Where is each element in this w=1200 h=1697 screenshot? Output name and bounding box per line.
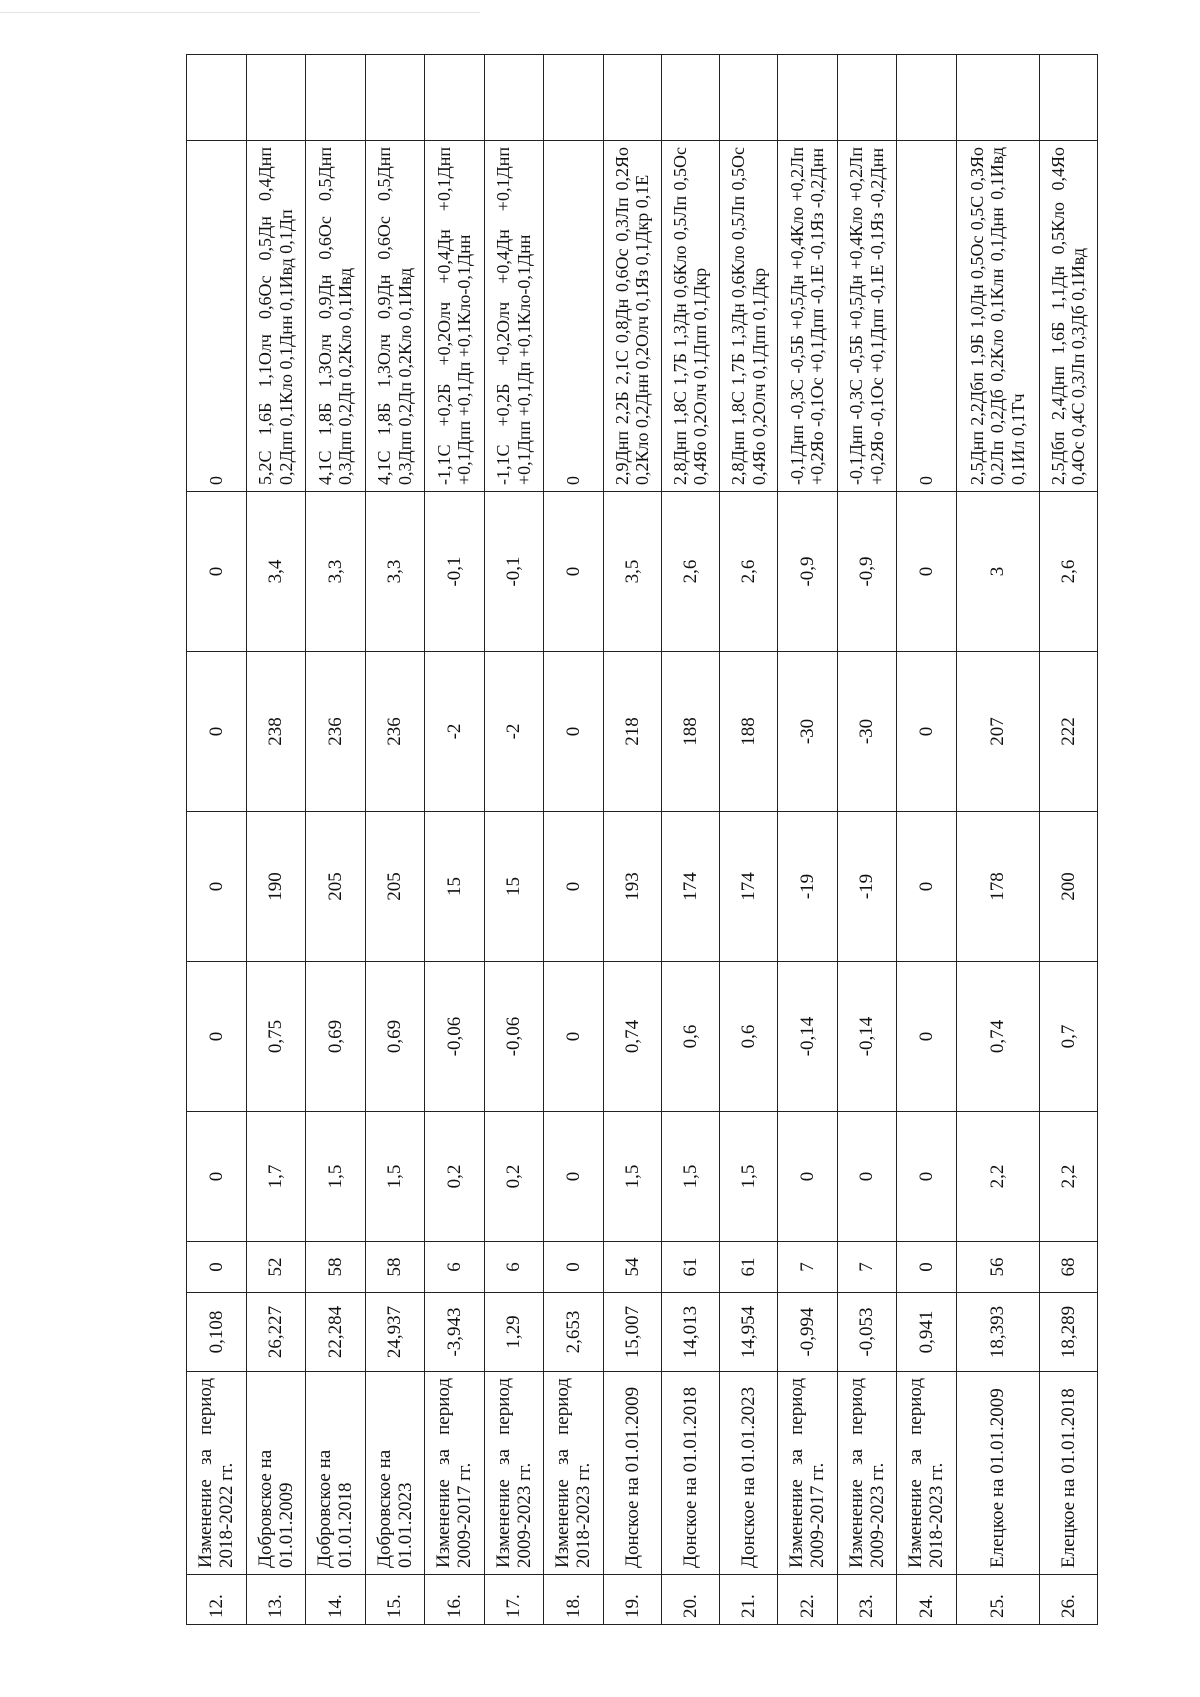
cell-c4: 0,69 — [306, 962, 366, 1112]
cell-c7: 3,3 — [306, 492, 366, 652]
cell-name: Изменение за период 2018-2023 гг. — [544, 1372, 604, 1575]
cell-c1: 0,108 — [187, 1293, 247, 1372]
cell-c5: 15 — [425, 812, 485, 962]
cell-name: Донское на 01.01.2018 — [661, 1372, 719, 1575]
cell-empty-extra — [365, 55, 425, 141]
cell-no: 23. — [837, 1575, 897, 1625]
cell-no: 22. — [778, 1575, 838, 1625]
cell-c3: 1,5 — [603, 1112, 661, 1242]
cell-c6: 236 — [365, 652, 425, 812]
cell-c5: 200 — [1039, 812, 1097, 962]
cell-no: 12. — [187, 1575, 247, 1625]
cell-c5: 205 — [365, 812, 425, 962]
cell-empty-extra — [306, 55, 366, 141]
cell-c3: 0 — [897, 1112, 957, 1242]
cell-c6: -2 — [484, 652, 544, 812]
cell-c5: 0 — [187, 812, 247, 962]
cell-name: Изменение за период 2009-2023 гг. — [837, 1372, 897, 1575]
cell-comp: 2,5Днп 2,2Дбп 1,9Б 1,0Дн 0,5Ос 0,5С 0,3Яо 0,2Лп 0,2Дб 0,2Кло 0,1Клн 0,1Днн 0,1Ивд 0,1Ил 0,1Тч — [956, 141, 1039, 492]
cell-c4: 0,75 — [246, 962, 306, 1112]
cell-c4: 0 — [544, 962, 604, 1112]
forest-inventory-table — [186, 54, 1098, 1625]
cell-c4: 0,6 — [661, 962, 719, 1112]
cell-comp: 2,9Днп 2,2Б 2,1С 0,8Дн 0,6Ос 0,3Лп 0,2Яо 0,2Кло 0,2Днн 0,2Олч 0,1Яз 0,1Дкр 0,1Е — [603, 141, 661, 492]
cell-comp: 0 — [544, 141, 604, 492]
cell-name: Изменение за период 2018-2022 гг. — [187, 1372, 247, 1575]
cell-c2: 6 — [425, 1242, 485, 1293]
table-row — [956, 55, 1039, 1625]
cell-c1: 24,937 — [365, 1293, 425, 1372]
cell-c1: -3,943 — [425, 1293, 485, 1372]
cell-name: Добровское на 01.01.2018 — [306, 1372, 366, 1575]
cell-c7: -0,1 — [425, 492, 485, 652]
cell-no: 21. — [720, 1575, 778, 1625]
table-row — [425, 55, 485, 1625]
cell-c5: 205 — [306, 812, 366, 962]
cell-c2: 58 — [306, 1242, 366, 1293]
cell-comp: 0 — [187, 141, 247, 492]
cell-c5: -19 — [837, 812, 897, 962]
cell-c5: -19 — [778, 812, 838, 962]
table-row — [1039, 55, 1097, 1625]
cell-c5: 193 — [603, 812, 661, 962]
table-row — [837, 55, 897, 1625]
table-row — [897, 55, 957, 1625]
table-body — [187, 55, 1098, 1625]
cell-c1: 18,289 — [1039, 1293, 1097, 1372]
cell-c1: 26,227 — [246, 1293, 306, 1372]
cell-c2: 0 — [544, 1242, 604, 1293]
cell-c2: 61 — [661, 1242, 719, 1293]
cell-empty-extra — [544, 55, 604, 141]
table-row — [306, 55, 366, 1625]
cell-empty-extra — [484, 55, 544, 141]
cell-comp: 0 — [897, 141, 957, 492]
cell-empty-extra — [246, 55, 306, 141]
table-row — [544, 55, 604, 1625]
cell-name: Донское на 01.01.2009 — [603, 1372, 661, 1575]
cell-c7: 3,5 — [603, 492, 661, 652]
cell-c4: 0,7 — [1039, 962, 1097, 1112]
cell-c1: 14,954 — [720, 1293, 778, 1372]
table-row — [187, 55, 247, 1625]
table-row — [484, 55, 544, 1625]
cell-c2: 6 — [484, 1242, 544, 1293]
table-row — [778, 55, 838, 1625]
cell-c2: 7 — [837, 1242, 897, 1293]
cell-no: 14. — [306, 1575, 366, 1625]
cell-no: 17. — [484, 1575, 544, 1625]
cell-no: 13. — [246, 1575, 306, 1625]
cell-c5: 0 — [897, 812, 957, 962]
cell-comp: 4,1С 1,8Б 1,3Олч 0,9Дн 0,6Ос 0,5Днп 0,3Дпп 0,2Дп 0,2Кло 0,1Ивд — [365, 141, 425, 492]
cell-comp: 2,5Дбп 2,4Днп 1,6Б 1,1Дн 0,5Кло 0,4Яо 0,4Ос 0,4С 0,3Лп 0,3Дб 0,1Ивд — [1039, 141, 1097, 492]
cell-no: 20. — [661, 1575, 719, 1625]
cell-c6: 0 — [897, 652, 957, 812]
cell-c3: 0 — [187, 1112, 247, 1242]
cell-c7: -0,1 — [484, 492, 544, 652]
cell-c2: 54 — [603, 1242, 661, 1293]
cell-name: Изменение за период 2009-2023 гг. — [484, 1372, 544, 1575]
cell-comp: 2,8Днп 1,8С 1,7Б 1,3Дн 0,6Кло 0,5Лп 0,5Ос 0,4Яо 0,2Олч 0,1Дпп 0,1Дкр — [661, 141, 719, 492]
cell-c7: 3 — [956, 492, 1039, 652]
cell-c1: 14,013 — [661, 1293, 719, 1372]
cell-c3: 1,5 — [306, 1112, 366, 1242]
cell-c1: 1,29 — [484, 1293, 544, 1372]
cell-c5: 0 — [544, 812, 604, 962]
cell-comp: 4,1С 1,8Б 1,3Олч 0,9Дн 0,6Ос 0,5Днп 0,3Дпп 0,2Дп 0,2Кло 0,1Ивд — [306, 141, 366, 492]
cell-c3: 1,5 — [661, 1112, 719, 1242]
cell-c3: 1,5 — [720, 1112, 778, 1242]
table-row — [720, 55, 778, 1625]
cell-c4: 0 — [897, 962, 957, 1112]
cell-empty-extra — [187, 55, 247, 141]
cell-c5: 190 — [246, 812, 306, 962]
cell-c5: 174 — [720, 812, 778, 962]
cell-c2: 0 — [187, 1242, 247, 1293]
cell-name: Изменение за период 2009-2017 гг. — [778, 1372, 838, 1575]
cell-empty-extra — [956, 55, 1039, 141]
cell-name: Донское на 01.01.2023 — [720, 1372, 778, 1575]
cell-c6: 218 — [603, 652, 661, 812]
cell-c7: -0,9 — [778, 492, 838, 652]
cell-c1: -0,053 — [837, 1293, 897, 1372]
cell-c6: -30 — [837, 652, 897, 812]
cell-name: Изменение за период 2018-2023 гг. — [897, 1372, 957, 1575]
cell-c3: 0,2 — [484, 1112, 544, 1242]
cell-c1: 0,941 — [897, 1293, 957, 1372]
cell-name: Елецкое на 01.01.2018 — [1039, 1372, 1097, 1575]
cell-c1: 22,284 — [306, 1293, 366, 1372]
cell-name: Изменение за период 2009-2017 гг. — [425, 1372, 485, 1575]
cell-c7: 2,6 — [1039, 492, 1097, 652]
cell-c6: 188 — [720, 652, 778, 812]
cell-empty-extra — [837, 55, 897, 141]
cell-comp: 2,8Днп 1,8С 1,7Б 1,3Дн 0,6Кло 0,5Лп 0,5Ос 0,4Яо 0,2Олч 0,1Дпп 0,1Дкр — [720, 141, 778, 492]
cell-no: 15. — [365, 1575, 425, 1625]
cell-c4: 0,6 — [720, 962, 778, 1112]
cell-c3: 0 — [778, 1112, 838, 1242]
cell-c3: 0,2 — [425, 1112, 485, 1242]
table-row — [365, 55, 425, 1625]
cell-c7: 0 — [544, 492, 604, 652]
cell-name: Добровское на 01.01.2023 — [365, 1372, 425, 1575]
cell-c4: 0 — [187, 962, 247, 1112]
cell-c6: 0 — [187, 652, 247, 812]
cell-c6: 222 — [1039, 652, 1097, 812]
cell-no: 19. — [603, 1575, 661, 1625]
cell-c1: 15,007 — [603, 1293, 661, 1372]
cell-c7: 2,6 — [661, 492, 719, 652]
cell-c2: 0 — [897, 1242, 957, 1293]
cell-c1: 2,653 — [544, 1293, 604, 1372]
cell-c2: 52 — [246, 1242, 306, 1293]
cell-c4: -0,06 — [425, 962, 485, 1112]
cell-c6: -2 — [425, 652, 485, 812]
cell-no: 24. — [897, 1575, 957, 1625]
cell-no: 26. — [1039, 1575, 1097, 1625]
cell-c6: 207 — [956, 652, 1039, 812]
cell-c3: 1,7 — [246, 1112, 306, 1242]
cell-c2: 58 — [365, 1242, 425, 1293]
cell-c1: -0,994 — [778, 1293, 838, 1372]
cell-c6: 238 — [246, 652, 306, 812]
rotated-table-container — [186, 55, 1098, 1625]
cell-empty-extra — [603, 55, 661, 141]
cell-c4: 0,69 — [365, 962, 425, 1112]
cell-c3: 2,2 — [1039, 1112, 1097, 1242]
cell-c4: -0,14 — [778, 962, 838, 1112]
cell-comp: 5,2С 1,6Б 1,1Олч 0,6Ос 0,5Дн 0,4Днп 0,2Дпп 0,1Кло 0,1Днн 0,1Ивд 0,1Дп — [246, 141, 306, 492]
cell-empty-extra — [897, 55, 957, 141]
cell-no: 25. — [956, 1575, 1039, 1625]
table-row — [603, 55, 661, 1625]
cell-empty-extra — [1039, 55, 1097, 141]
cell-no: 16. — [425, 1575, 485, 1625]
cell-no: 18. — [544, 1575, 604, 1625]
cell-c4: 0,74 — [603, 962, 661, 1112]
cell-c7: 0 — [187, 492, 247, 652]
cell-empty-extra — [720, 55, 778, 141]
table-row — [661, 55, 719, 1625]
cell-c4: 0,74 — [956, 962, 1039, 1112]
cell-empty-extra — [425, 55, 485, 141]
cell-comp: -1,1С +0,2Б +0,2Олч +0,4Дн +0,1Днп +0,1Дпп +0,1Дп +0,1Кло-0,1Днн — [484, 141, 544, 492]
cell-comp: -0,1Днп -0,3С -0,5Б +0,5Дн +0,4Кло +0,2Лп +0,2Яо -0,1Ос +0,1Дпп -0,1Е -0,1Яз -0,2Днн — [837, 141, 897, 492]
cell-comp: -1,1С +0,2Б +0,2Олч +0,4Дн +0,1Днп +0,1Дпп +0,1Дп +0,1Кло-0,1Днн — [425, 141, 485, 492]
cell-c7: 2,6 — [720, 492, 778, 652]
cell-empty-extra — [661, 55, 719, 141]
cell-c2: 61 — [720, 1242, 778, 1293]
cell-c3: 0 — [837, 1112, 897, 1242]
cell-c3: 1,5 — [365, 1112, 425, 1242]
cell-c7: 0 — [897, 492, 957, 652]
cell-c5: 174 — [661, 812, 719, 962]
cell-name: Елецкое на 01.01.2009 — [956, 1372, 1039, 1575]
cell-c7: -0,9 — [837, 492, 897, 652]
cell-c3: 2,2 — [956, 1112, 1039, 1242]
cell-c5: 15 — [484, 812, 544, 962]
scan-edge-line — [0, 12, 480, 13]
cell-c6: 236 — [306, 652, 366, 812]
cell-c4: -0,06 — [484, 962, 544, 1112]
cell-c2: 68 — [1039, 1242, 1097, 1293]
cell-c6: -30 — [778, 652, 838, 812]
cell-c7: 3,4 — [246, 492, 306, 652]
cell-c3: 0 — [544, 1112, 604, 1242]
cell-c2: 7 — [778, 1242, 838, 1293]
cell-c1: 18,393 — [956, 1293, 1039, 1372]
cell-c6: 0 — [544, 652, 604, 812]
cell-c2: 56 — [956, 1242, 1039, 1293]
cell-c6: 188 — [661, 652, 719, 812]
cell-name: Добровское на 01.01.2009 — [246, 1372, 306, 1575]
cell-c5: 178 — [956, 812, 1039, 962]
table-row — [246, 55, 306, 1625]
cell-empty-extra — [778, 55, 838, 141]
cell-comp: -0,1Днп -0,3С -0,5Б +0,5Дн +0,4Кло +0,2Лп +0,2Яо -0,1Ос +0,1Дпп -0,1Е -0,1Яз -0,2Днн — [778, 141, 838, 492]
cell-c7: 3,3 — [365, 492, 425, 652]
cell-c4: -0,14 — [837, 962, 897, 1112]
